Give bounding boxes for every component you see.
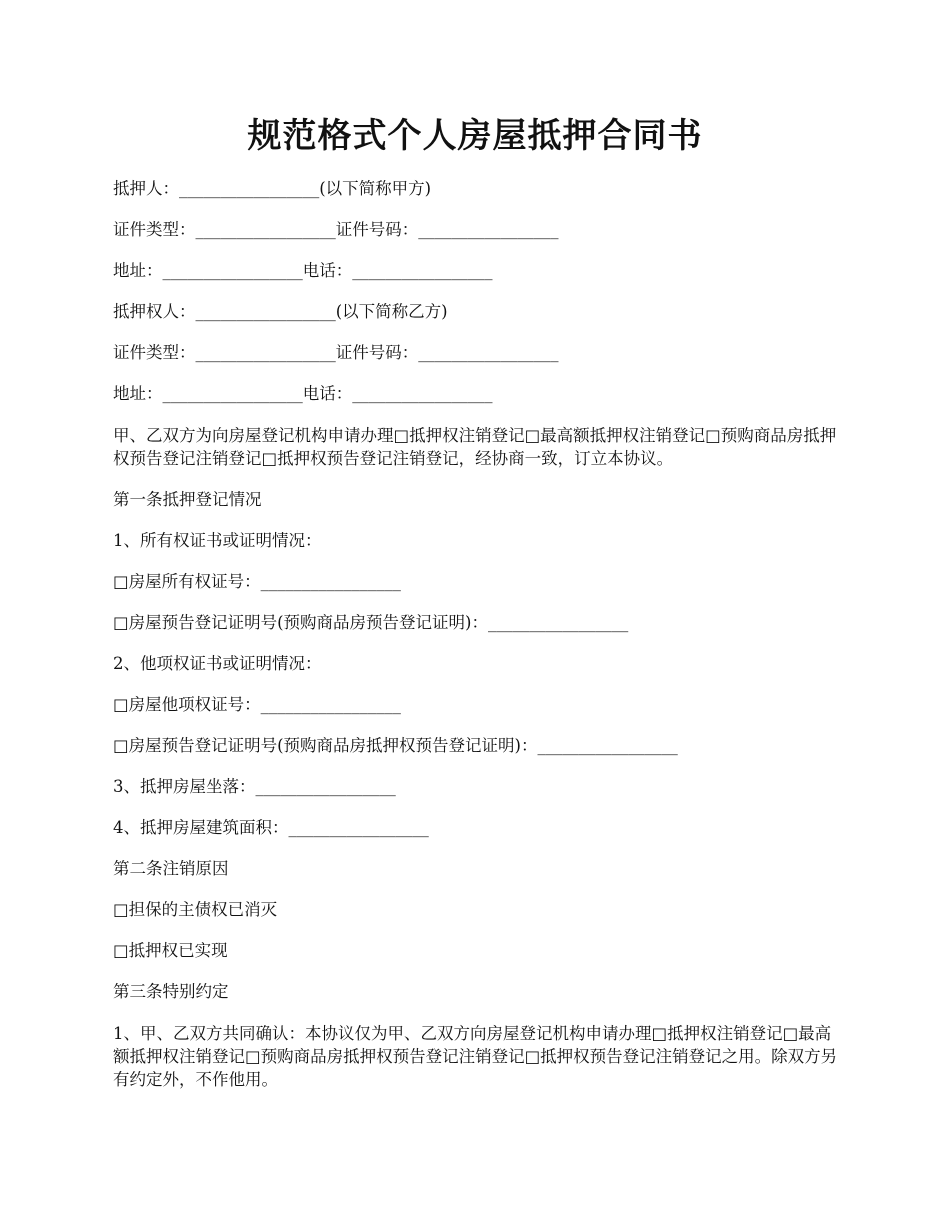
clause-1-2: 2、他项权证书或证明情况： [113, 654, 322, 673]
ownership-cert-line: □房屋所有权证号：_________________ [113, 572, 401, 591]
special-agreement-1: 1、甲、乙双方共同确认：本协议仅为甲、乙双方向房屋登记机构申请办理□抵押权注销登记□最高额抵押权注销登记□预购商品房抵押权预告登记注销登记□抵押权预告登记注销登记之用。除双方另有约定外，不作他用。 [113, 1024, 838, 1089]
document-title: 规范格式个人房屋抵押合同书 [247, 116, 703, 156]
reason-mortgage-realized: □抵押权已实现 [113, 941, 228, 960]
intro-paragraph: 甲、乙双方为向房屋登记机构申请办理□抵押权注销登记□最高额抵押权注销登记□预购商品房抵押权预告登记注销登记□抵押权预告登记注销登记，经协商一致，订立本协议。 [113, 426, 837, 468]
article-3-heading: 第三条特别约定 [113, 982, 229, 1001]
mortgagor-address-line: 地址：_________________电话：_________________ [113, 261, 493, 280]
clause-1-1: 1、所有权证书或证明情况： [113, 531, 322, 550]
property-area-line: 4、抵押房屋建筑面积：_________________ [113, 818, 429, 837]
mortgagor-id-line: 证件类型：_________________证件号码：_________________ [113, 220, 559, 239]
reason-debt-extinguished: □担保的主债权已消灭 [113, 900, 278, 919]
document-body [113, 178, 839, 1110]
mortgagee-id-line: 证件类型：_________________证件号码：_________________ [113, 343, 559, 362]
presale-cert-line: □房屋预告登记证明号(预购商品房预告登记证明)：_________________ [113, 613, 629, 632]
other-rights-cert-line: □房屋他项权证号：_________________ [113, 695, 401, 714]
property-location-line: 3、抵押房屋坐落：_________________ [113, 777, 396, 796]
article-2-heading: 第二条注销原因 [113, 859, 229, 878]
mortgagee-address-line: 地址：_________________电话：_________________ [113, 384, 493, 403]
mortgagee-line: 抵押权人：_________________(以下简称乙方) [113, 302, 448, 321]
presale-mortgage-cert-line: □房屋预告登记证明号(预购商品房抵押权预告登记证明)：_________________ [113, 736, 678, 755]
article-1-heading: 第一条抵押登记情况 [113, 490, 262, 509]
mortgagor-line: 抵押人：_________________(以下简称甲方) [113, 179, 432, 198]
